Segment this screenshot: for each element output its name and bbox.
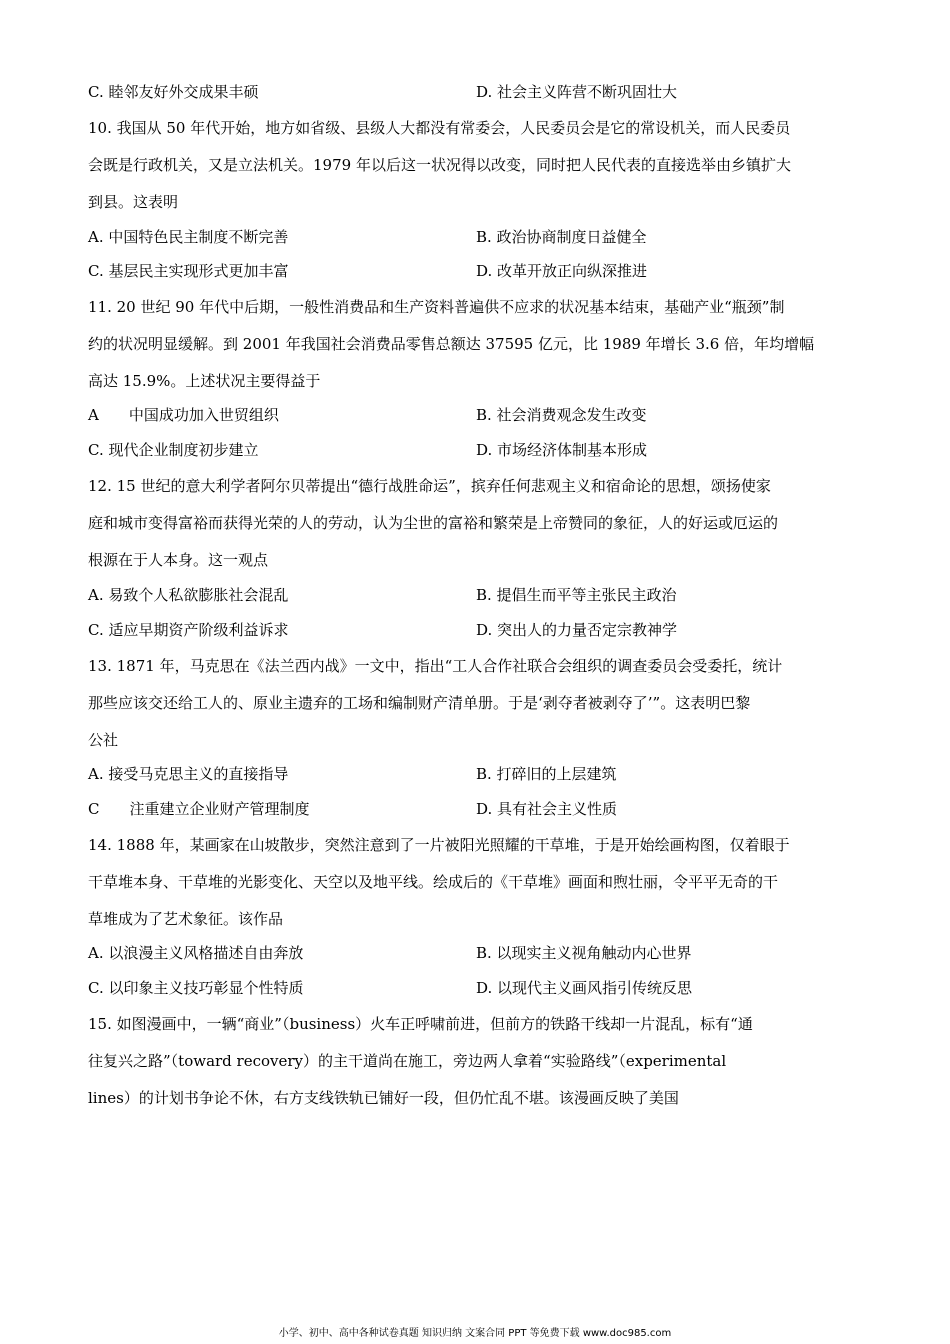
q10-stem-line1: 10. 我国从 50 年代开始，地方如省级、县级人大都没有常委会，人民委员会是它的常设机关，而人民委员 — [88, 119, 791, 137]
q14-stem-line1: 14. 1888 年，某画家在山坡散步，突然注意到了一片被阳光照耀的干草堆，于是开始绘画构图，仅着眼于 — [88, 836, 790, 854]
q15-stem-line3: lines）的计划书争论不休，右方支线铁轨已铺好一段，但仍忙乱不堪。该漫画反映了美国 — [88, 1089, 679, 1107]
option-c-prev: C. 睦邻友好外交成果丰硕 — [88, 83, 259, 101]
q15-stem-line2: 往复兴之路”（toward recovery）的主干道尚在施工，旁边两人拿着“实验路线”（experimental — [88, 1052, 727, 1070]
q12-stem-line1: 12. 15 世纪的意大利学者阿尔贝蒂提出“德行战胜命运”，摈弃任何悲观主义和宿命论的思想，颂扬使家 — [88, 477, 771, 495]
q10-option-c: C. 基层民主实现形式更加丰富 — [88, 262, 289, 280]
q11-option-a: A 中国成功加入世贸组织 — [88, 406, 279, 424]
q14-option-a: A. 以浪漫主义风格描述自由奔放 — [88, 944, 304, 962]
q12-option-b: B. 提倡生而平等主张民主政治 — [476, 586, 677, 604]
q11-stem-line2: 约的状况明显缓解。到 2001 年我国社会消费品零售总额达 37595 亿元，比 1989 年增长 3.6 倍，年均增幅 — [88, 335, 815, 353]
q14-option-b: B. 以现实主义视角触动内心世界 — [476, 944, 692, 962]
q15-stem-line1: 15. 如图漫画中，一辆“商业”（business）火车正呼啸前进，但前方的铁路干线却一片混乱，标有“通 — [88, 1015, 753, 1033]
q12-option-a: A. 易致个人私欲膨胀社会混乱 — [88, 586, 289, 604]
q14-option-d: D. 以现代主义画风指引传统反思 — [476, 979, 693, 997]
q10-stem-line2: 会既是行政机关，又是立法机关。1979 年以后这一状况得以改变，同时把人民代表的直接选举由乡镇扩大 — [88, 156, 791, 174]
q13-stem-line1: 13. 1871 年，马克思在《法兰西内战》一文中，指出“工人合作社联合会组织的调查委员会受委托，统计 — [88, 657, 783, 675]
q13-option-b: B. 打碎旧的上层建筑 — [476, 765, 617, 783]
q11-option-b: B. 社会消费观念发生改变 — [476, 406, 647, 424]
q13-stem-line3: 公社 — [88, 731, 119, 749]
q12-stem-line3: 根源在于人本身。这一观点 — [88, 551, 269, 569]
q10-option-b: B. 政治协商制度日益健全 — [476, 228, 647, 246]
q11-option-d: D. 市场经济体制基本形成 — [476, 441, 648, 459]
q11-stem-line1: 11. 20 世纪 90 年代中后期，一般性消费品和生产资料普遍供不应求的状况基本结束，基础产业“瓶颈”制 — [88, 298, 785, 316]
q13-option-a: A. 接受马克思主义的直接指导 — [88, 765, 289, 783]
q10-option-a: A. 中国特色民主制度不断完善 — [88, 228, 289, 246]
q10-stem-line3: 到县。这表明 — [88, 193, 179, 211]
q10-option-d: D. 改革开放正向纵深推进 — [476, 262, 648, 280]
q12-option-c: C. 适应早期资产阶级利益诉求 — [88, 621, 289, 639]
page-footer: 小学、初中、高中各种试卷真题 知识归纳 文案合同 PPT 等免费下载 www.doc985.com — [278, 1328, 672, 1339]
q14-option-c: C. 以印象主义技巧彰显个性特质 — [88, 979, 304, 997]
q14-stem-line2: 干草堆本身、干草堆的光影变化、天空以及地平线。绘成后的《干草堆》画面和煦壮丽，令平平无奇的干 — [88, 873, 779, 891]
q13-stem-line2: 那些应该交还给工人的、原业主遗弃的工场和编制财产清单册。于是‘剥夺者被剥夺了’”。这表明巴黎 — [88, 694, 751, 712]
q12-stem-line2: 庭和城市变得富裕而获得光荣的人的劳动，认为尘世的富裕和繁荣是上帝赞同的象征，人的好运或厄运的 — [88, 514, 779, 532]
q11-stem-line3: 高达 15.9%。上述状况主要得益于 — [88, 372, 321, 390]
q14-stem-line3: 草堆成为了艺术象征。该作品 — [88, 910, 284, 928]
q13-option-d: D. 具有社会主义性质 — [476, 800, 618, 818]
option-d-prev: D. 社会主义阵营不断巩固壮大 — [476, 83, 678, 101]
q12-option-d: D. 突出人的力量否定宗教神学 — [476, 621, 678, 639]
q11-option-c: C. 现代企业制度初步建立 — [88, 441, 259, 459]
q13-option-c: C 注重建立企业财产管理制度 — [88, 800, 310, 818]
